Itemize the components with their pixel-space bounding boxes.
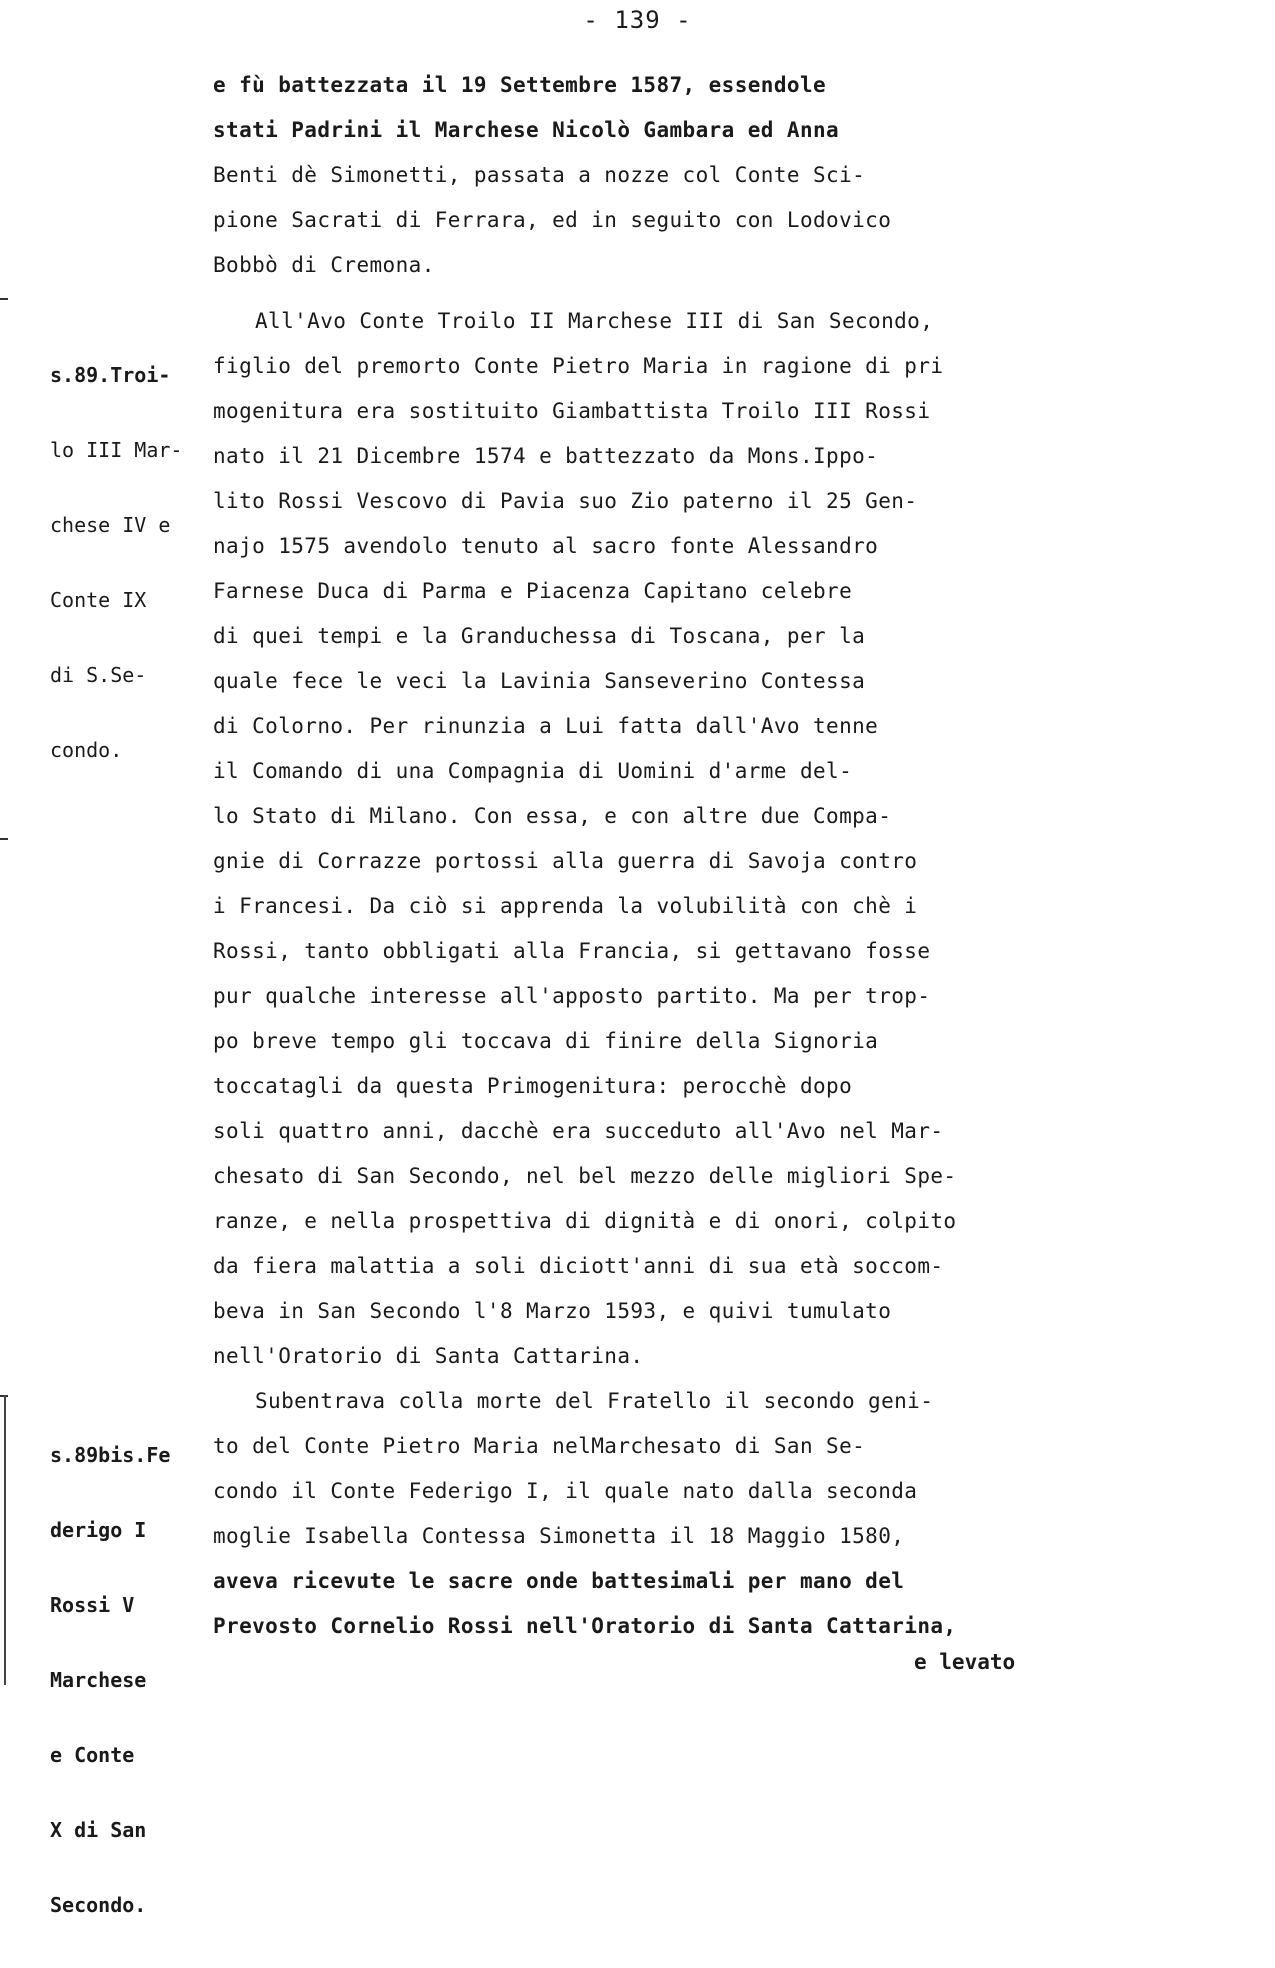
text-line: po breve tempo gli toccava di finire della Signoria	[213, 1029, 879, 1053]
text-line: All'Avo Conte Troilo II Marchese III di San Secondo,	[255, 309, 934, 333]
paragraph-3-lines	[213, 1379, 1253, 1649]
margin-note-line: lo III Mar-	[50, 438, 183, 462]
text-line: pione Sacrati di Ferrara, ed in seguito con Lodovico	[213, 208, 892, 232]
text-line: toccatagli da questa Primogenitura: perocchè dopo	[213, 1074, 853, 1098]
margin-note-line: Secondo.	[50, 1893, 147, 1917]
margin-note-line: s.89bis.Fe	[50, 1443, 171, 1467]
text-line: di Colorno. Per rinunzia a Lui fatta dall'Avo tenne	[213, 714, 879, 738]
text-line: nato il 21 Dicembre 1574 e battezzato da Mons.Ippo-	[213, 444, 879, 468]
text-line: chesato di San Secondo, nel bel mezzo delle migliori Spe-	[213, 1164, 957, 1188]
text-line: beva in San Secondo l'8 Marzo 1593, e quivi tumulato	[213, 1299, 892, 1323]
text-line: figlio del premorto Conte Pietro Maria in ragione di pri	[213, 354, 944, 378]
text-line: Rossi, tanto obbligati alla Francia, si gettavano fosse	[213, 939, 931, 963]
text-line: najo 1575 avendolo tenuto al sacro fonte Alessandro	[213, 534, 879, 558]
paragraph-1-lines	[213, 63, 1253, 288]
text-line: lito Rossi Vescovo di Pavia suo Zio paterno il 25 Gen-	[213, 489, 918, 513]
margin-rule	[4, 1395, 6, 1685]
margin-note-line: Rossi V	[50, 1593, 135, 1617]
text-line: stati Padrini il Marchese Nicolò Gambara ed Anna	[213, 118, 840, 142]
text-line: moglie Isabella Contessa Simonetta il 18 Maggio 1580,	[213, 1524, 905, 1548]
text-line: ranze, e nella prospettiva di dignità e di onori, colpito	[213, 1209, 957, 1233]
margin-note-2	[50, 1393, 220, 1968]
text-line: lo Stato di Milano. Con essa, e con altre due Compa-	[213, 804, 892, 828]
text-line: Farnese Duca di Parma e Piacenza Capitano celebre	[213, 579, 853, 603]
text-line: mogenitura era sostituito Giambattista Troilo III Rossi	[213, 399, 931, 423]
text-line: da fiera malattia a soli diciott'anni di sua età soccom-	[213, 1254, 944, 1278]
text-line: nell'Oratorio di Santa Cattarina.	[213, 1344, 644, 1368]
margin-note-line: di S.Se-	[50, 663, 147, 687]
margin-note-line: s.89.Troi-	[50, 363, 171, 387]
text-line: il Comando di una Compagnia di Uomini d'arme del-	[213, 759, 853, 783]
closing-catchword: e levato	[914, 1650, 1016, 1674]
text-line: Subentrava colla morte del Fratello il secondo geni-	[255, 1389, 934, 1413]
margin-tick-mark	[0, 838, 8, 840]
text-line: soli quattro anni, dacchè era succeduto all'Avo nel Mar-	[213, 1119, 944, 1143]
text-line: aveva ricevute le sacre onde battesimali per mano del	[213, 1569, 905, 1593]
text-line: e fù battezzata il 19 Settembre 1587, essendole	[213, 73, 827, 97]
paragraph-2-lines	[213, 299, 1253, 1379]
text-line: di quei tempi e la Granduchessa di Toscana, per la	[213, 624, 866, 648]
margin-note-line: Marchese	[50, 1668, 147, 1692]
margin-note-line: condo.	[50, 738, 123, 762]
text-line: to del Conte Pietro Maria nelMarchesato di San Se-	[213, 1434, 866, 1458]
text-line: quale fece le veci la Lavinia Sanseverino Contessa	[213, 669, 866, 693]
text-line: Prevosto Cornelio Rossi nell'Oratorio di Santa Cattarina,	[213, 1614, 957, 1638]
text-line: pur qualche interesse all'apposto partito. Ma per trop-	[213, 984, 931, 1008]
text-line: gnie di Corrazze portossi alla guerra di Savoja contro	[213, 849, 918, 873]
text-line: i Francesi. Da ciò si apprenda la volubilità con chè i	[213, 894, 918, 918]
text-line: Bobbò di Cremona.	[213, 253, 435, 277]
margin-note-line: derigo I	[50, 1518, 147, 1542]
page-number: - 139 -	[583, 6, 692, 34]
margin-note-line: Conte IX	[50, 588, 147, 612]
margin-tick-mark	[0, 298, 8, 300]
margin-note-line: chese IV e	[50, 513, 171, 537]
text-line: Benti dè Simonetti, passata a nozze col Conte Sci-	[213, 163, 866, 187]
text-line: condo il Conte Federigo I, il quale nato dalla seconda	[213, 1479, 918, 1503]
margin-note-1	[50, 313, 220, 813]
margin-note-line: e Conte	[50, 1743, 135, 1767]
margin-note-line: X di San	[50, 1818, 147, 1842]
